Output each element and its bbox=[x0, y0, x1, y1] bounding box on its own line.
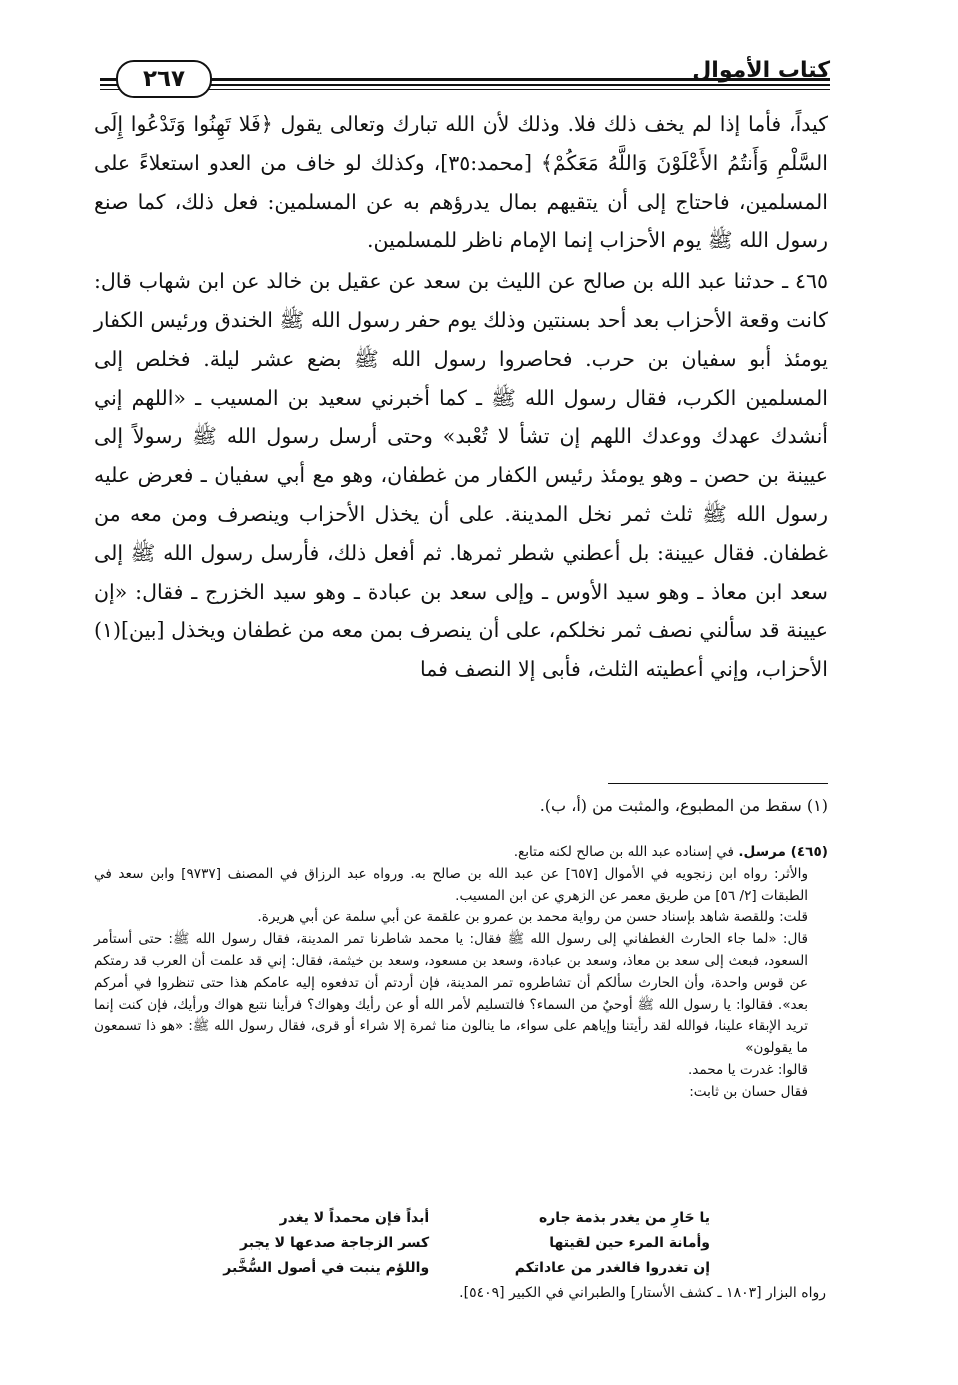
poem-first-hemistich: يا حَارِ من يغدر بذمة جاره bbox=[538, 1210, 710, 1226]
paragraph-intro: كيداً، فأما إذا لم يخف ذلك فلا. وذلك لأن الله تبارك وتعالى يقول ﴿فَلا تَهِنُوا وَتَدْعُوا إِلَى السَّلْمِ وَأَنتُمُ الأَعْلَوْنَ وَاللَّهُ مَعَكُمْ﴾ [محمد:٣٥]، وكذلك لو خاف من العدو استعلاءً على المسلمين، فاحتاج إلى أن يتقيهم بمال يدرؤهم به عن المسلمين: فعل ذلك، كما صنع رسول الله ﷺ يوم الأحزاب إنما الإمام ناظر للمسلمين. bbox=[94, 112, 828, 253]
commentary-line: قالوا: غدرت يا محمد. bbox=[687, 1061, 808, 1078]
commentary-line: في إسناده عبد الله بن صالح لكنه متابع. bbox=[513, 844, 735, 860]
poem bbox=[170, 1206, 710, 1281]
poem-second-hemistich: كسر الزجاجة صدعها لا يجبر bbox=[240, 1235, 430, 1251]
poem-first-hemistich: إن تغدروا فالغدر من عاداتكم bbox=[514, 1260, 710, 1276]
page-header bbox=[100, 50, 830, 90]
poem-second-hemistich: أبداً فإن محمداً لا يغدر bbox=[279, 1210, 430, 1226]
main-text bbox=[94, 105, 828, 689]
commentary-line: قال: «لما جاء الحارث الغطفاني إلى رسول الله ﷺ فقال: يا محمد شاطرنا تمر المدينة، فقال رسول الله ﷺ: حتى أستأمر السعود، فبعث إلى سعد بن معاذ، وسعد بن عبادة، وسعد بن مسعود، وسعد بن خيثمة، فقال: إني قد علمت أن العرب قد رمتكم عن قوس واحدة، وأن الحارث سألكم أن تشاطروه تمر المدينة، فإن أردتم أن تدفعوه إليه عامكم هذا حتى تنظروا في أمركم بعد». فقالوا: يا رسول الله ﷺ أوحيٌ من السماء؟ فالتسليم لأمر الله أو عن رأيك وهواك؟ فرأينا نتبع هواك ورأيك، فإن كنت إنما تريد الإبقاء علينا، فوالله لقد رأيتنا وإياهم على سواء، ما ينالون منا ثمرة إلا شراء أو قرى، فقال رسول الله ﷺ: «هو ذا تسمعون ما يقولون» bbox=[94, 931, 808, 1057]
poem-verse bbox=[170, 1256, 710, 1281]
source-citation: رواه البزار [١٨٠٣ ـ كشف الأستار] والطبراني في الكبير [٥٤٠٩]. bbox=[459, 1285, 826, 1301]
book-title: كتاب الأموال bbox=[692, 58, 830, 83]
poem-first-hemistich: وأمانة المرء حين لقيتها bbox=[549, 1235, 710, 1251]
commentary bbox=[94, 842, 828, 1104]
poem-second-hemistich: واللؤم ينبت في أصول السُّخَّبر bbox=[223, 1260, 430, 1276]
commentary-label: (٤٦٥) مرسل. bbox=[738, 844, 828, 860]
commentary-line: والأثر: رواه ابن زنجويه في الأموال [٦٥٧] عن عبد الله بن صالح به. ورواه عبد الرزاق في المصنف [٩٧٣٧] وابن سعد في الطبقات [٢/ ٥٦] من طريق معمر عن الزهري عن ابن المسيب. bbox=[94, 865, 809, 904]
commentary-line: قلت: وللقصة شاهد بإسناد حسن من رواية محمد بن عمرو بن علقمة عن أبي سلمة عن أبي هريرة. bbox=[257, 909, 808, 926]
page-number: ٢٦٧ bbox=[116, 60, 212, 98]
footnote-divider bbox=[608, 783, 828, 784]
commentary-first-line bbox=[94, 842, 828, 864]
poem-verse bbox=[170, 1206, 710, 1231]
commentary-line: فقال حسان بن ثابت: bbox=[689, 1083, 808, 1100]
footnote: (١) سقط من المطبوع، والمثبت من (أ، ب). bbox=[539, 796, 828, 815]
poem-verse bbox=[170, 1231, 710, 1256]
paragraph-hadith-465: ٤٦٥ ـ حدثنا عبد الله بن صالح عن الليث بن سعد عن عقيل بن خالد عن ابن شهاب قال: كانت وقعة الأحزاب بعد أحد بسنتين وذلك يوم حفر رسول الله ﷺ الخندق ورئيس الكفار يومئذ أبو سفيان بن حرب. فحاصروا رسول الله ﷺ بضع عشر ليلة. فخلص إلى المسلمين الكرب، فقال رسول الله ﷺ ـ كما أخبرني سعيد بن المسيب ـ «اللهم إني أنشدك عهدك ووعدك اللهم إن تشأ لا تُعْبد» وحتى أرسل رسول الله ﷺ رسولاً إلى عيينة بن حصن ـ وهو يومئذ رئيس الكفار من غطفان، وهو مع أبي سفيان ـ فعرض عليه رسول الله ﷺ ثلث ثمر نخل المدينة. على أن يخذل الأحزاب وينصرف ومن معه من غطفان. فقال عيينة: بل أعطني شطر ثمرها. ثم أفعل ذلك، فأرسل رسول الله ﷺ إلى سعد ابن معاذ ـ وهو سيد الأوس ـ وإلى سعد بن عبادة ـ وهو سيد الخزرج ـ فقال: «إن عيينة قد سألني نصف ثمر نخلكم، على أن ينصرف بمن معه من غطفان ويخذل [بين](١) الأحزاب، وإني أعطيته الثلث، فأبى إلا النصف فما bbox=[94, 269, 828, 682]
